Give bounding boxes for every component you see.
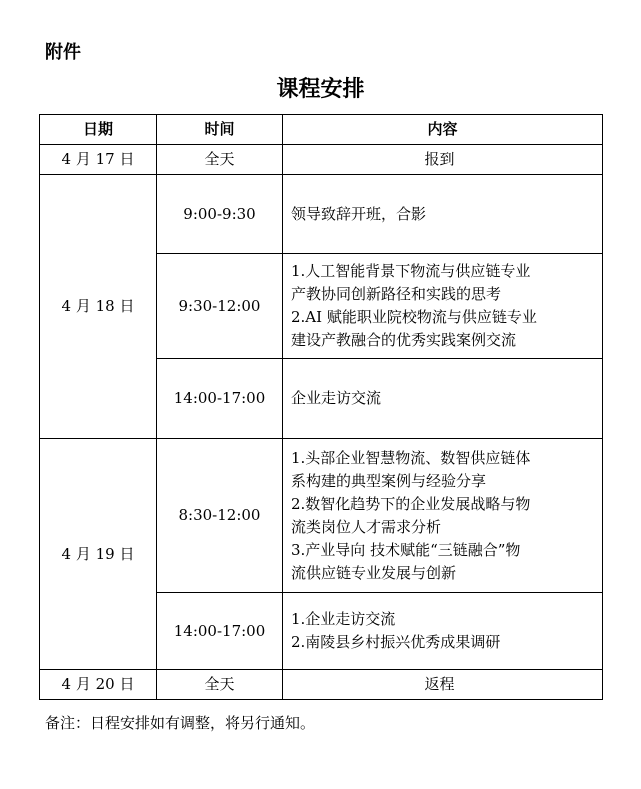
- time-cell: 9:00-9:30: [157, 175, 283, 254]
- date-cell: 4 月 18 日: [40, 175, 157, 439]
- page-title: 课程安排: [276, 76, 365, 102]
- content-line: 产教协同创新路径和实践的思考: [291, 285, 502, 303]
- content-cell: [283, 175, 603, 254]
- attachment-label: 附件: [45, 42, 81, 63]
- time-cell: 14:00-17:00: [157, 359, 283, 439]
- header-time: 时间: [157, 115, 283, 145]
- content-cell: [283, 670, 603, 700]
- date-cell: 4 月 19 日: [40, 439, 157, 670]
- content-line: 企业走访交流: [291, 389, 382, 407]
- time-cell: 14:00-17:00: [157, 593, 283, 670]
- content-line: 领导致辞开班，合影: [291, 204, 427, 223]
- content-line: 1.人工智能背景下物流与供应链专业: [291, 262, 531, 280]
- content-line: 流类岗位人才需求分析: [291, 517, 442, 536]
- table-row: [40, 175, 603, 254]
- content-line: 报到: [424, 150, 455, 168]
- content-cell: [283, 254, 603, 359]
- header-date: 日期: [40, 115, 157, 145]
- table-row: [40, 439, 603, 593]
- content-line: 建设产教融合的优秀实践案例交流: [291, 331, 517, 349]
- content-cell: [283, 145, 603, 175]
- footnote: 备注：日程安排如有调整，将另行通知。: [45, 714, 316, 732]
- content-line: 流供应链专业发展与创新: [291, 563, 457, 582]
- content-line: 2.AI 赋能职业院校物流与供应链专业: [291, 308, 537, 326]
- time-cell: 9:30-12:00: [157, 254, 283, 359]
- content-line: 系构建的典型案例与经验分享: [291, 471, 487, 490]
- time-cell: 8:30-12:00: [157, 439, 283, 593]
- schedule-table: [39, 114, 603, 700]
- content-cell: [283, 593, 603, 670]
- content-line: 2.南陵县乡村振兴优秀成果调研: [291, 633, 501, 651]
- content-cell: [283, 439, 603, 593]
- table-header-row: [40, 115, 603, 145]
- content-line: 3.产业导向 技术赋能“三链融合”物: [291, 540, 521, 559]
- content-line: 1.头部企业智慧物流、数智供应链体: [291, 448, 531, 467]
- time-cell: 全天: [157, 670, 283, 700]
- content-line: 返程: [424, 675, 455, 693]
- content-cell: [283, 359, 603, 439]
- content-line: 2.数智化趋势下的企业发展战略与物: [291, 494, 531, 513]
- date-cell: 4 月 17 日: [40, 145, 157, 175]
- header-content: 内容: [283, 115, 603, 145]
- table-row: [40, 670, 603, 700]
- date-cell: 4 月 20 日: [40, 670, 157, 700]
- content-line: 1.企业走访交流: [291, 610, 396, 628]
- table-row: [40, 145, 603, 175]
- time-cell: 全天: [157, 145, 283, 175]
